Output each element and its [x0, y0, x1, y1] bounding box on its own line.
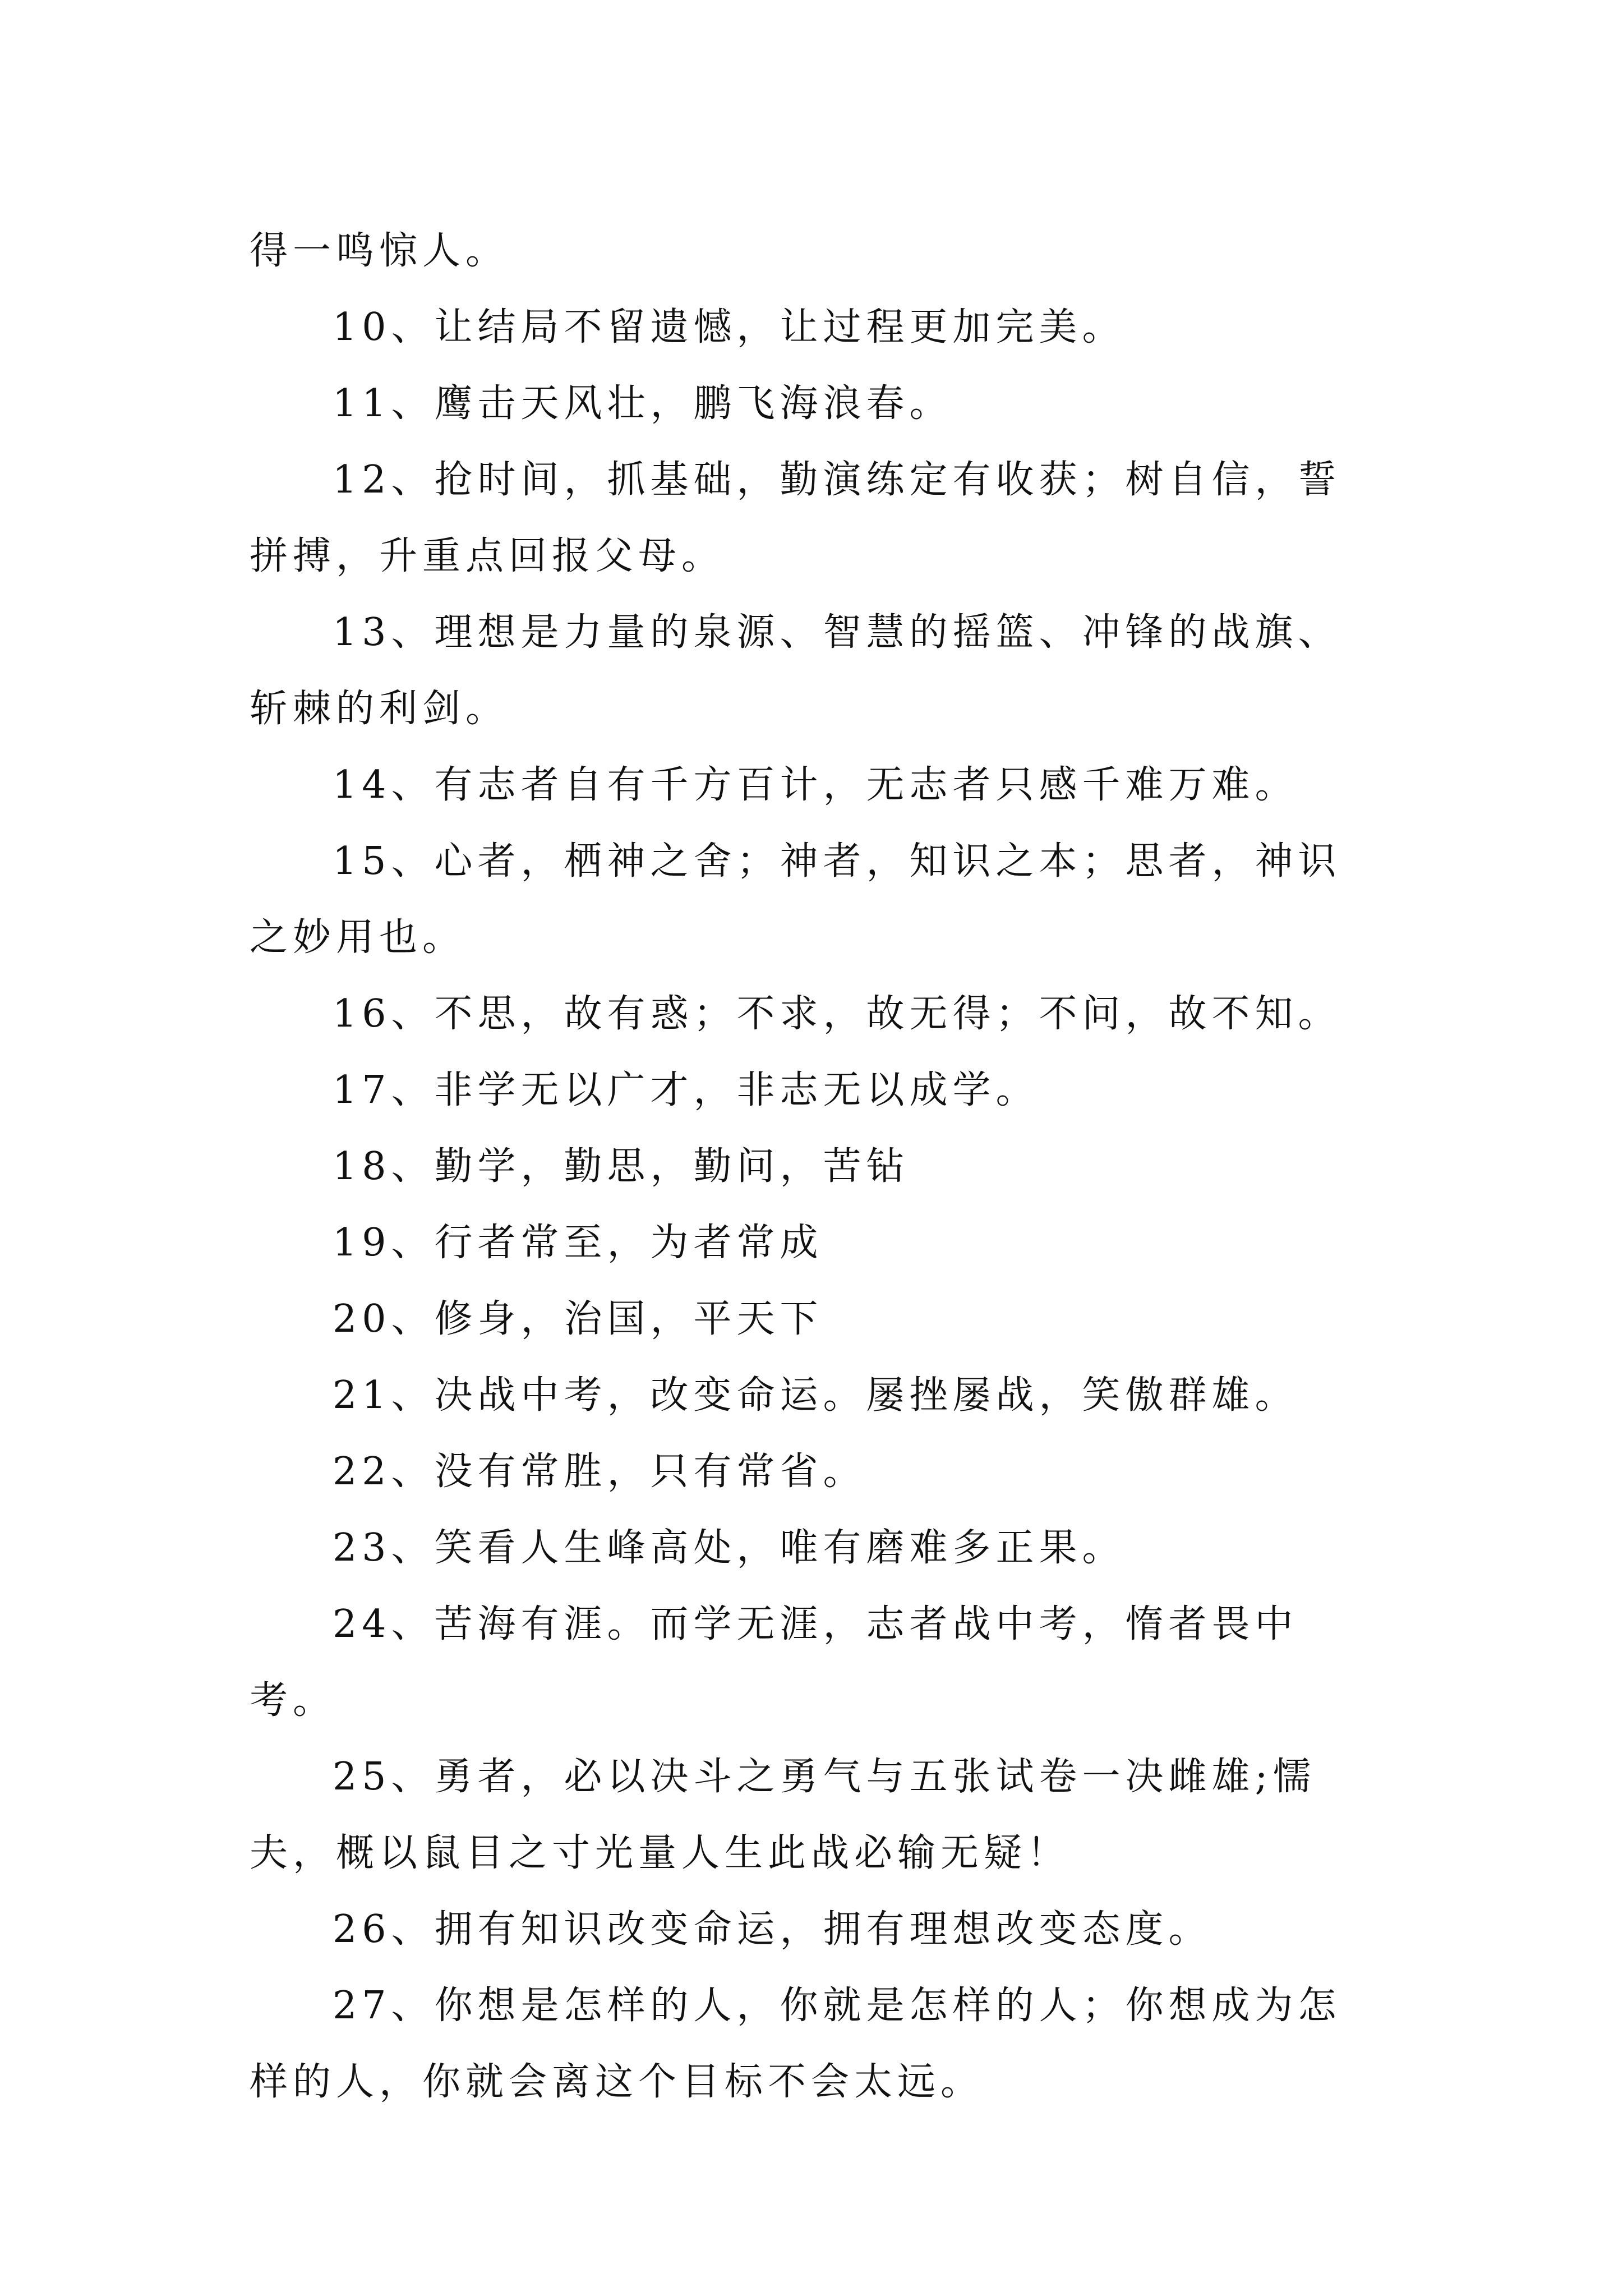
paragraph: 12、抢时间，抓基础，勤演练定有收获；树自信，誓拼搏，升重点回报父母。	[250, 458, 1341, 578]
paragraph: 22、没有常胜，只有常省。	[333, 1450, 866, 1494]
paragraph: 13、理想是力量的泉源、智慧的摇篮、冲锋的战旗、斩棘的利剑。	[250, 610, 1341, 731]
paragraph: 14、有志者自有千方百计，无志者只感千难万难。	[333, 763, 1298, 807]
paragraph: 10、让结局不留遗憾，让过程更加完美。	[333, 305, 1126, 349]
paragraph: 得一鸣惊人。	[250, 229, 509, 273]
paragraph: 11、鹰击天风壮，鹏飞海浪春。	[333, 381, 953, 426]
paragraph: 15、心者，栖神之舍；神者，知识之本；思者，神识之妙用也。	[250, 839, 1341, 960]
paragraph: 21、决战中考，改变命运。屡挫屡战，笑傲群雄。	[333, 1373, 1298, 1418]
paragraph: 20、修身，治国，平天下	[333, 1297, 823, 1341]
paragraph: 18、勤学，勤思，勤问，苦钻	[333, 1144, 910, 1189]
paragraph: 16、不思，故有惑；不求，故无得；不问，故不知。	[333, 992, 1341, 1036]
paragraph: 24、苦海有涯。而学无涯，志者战中考，惰者畏中考。	[250, 1602, 1298, 1723]
paragraph: 17、非学无以广才，非志无以成学。	[333, 1068, 1039, 1112]
paragraph: 27、你想是怎样的人，你就是怎样的人；你想成为怎样的人，你就会离这个目标不会太远。	[250, 1984, 1341, 2104]
paragraph: 26、拥有知识改变命运，拥有理想改变态度。	[333, 1907, 1212, 1952]
paragraph: 19、行者常至，为者常成	[333, 1221, 823, 1265]
paragraph: 23、笑看人生峰高处，唯有磨难多正果。	[333, 1526, 1126, 1570]
document-body	[250, 213, 1374, 2120]
paragraph: 25、勇者，必以决斗之勇气与五张试卷一决雌雄;懦夫，概以鼠目之寸光量人生此战必输无疑！	[250, 1755, 1316, 1875]
